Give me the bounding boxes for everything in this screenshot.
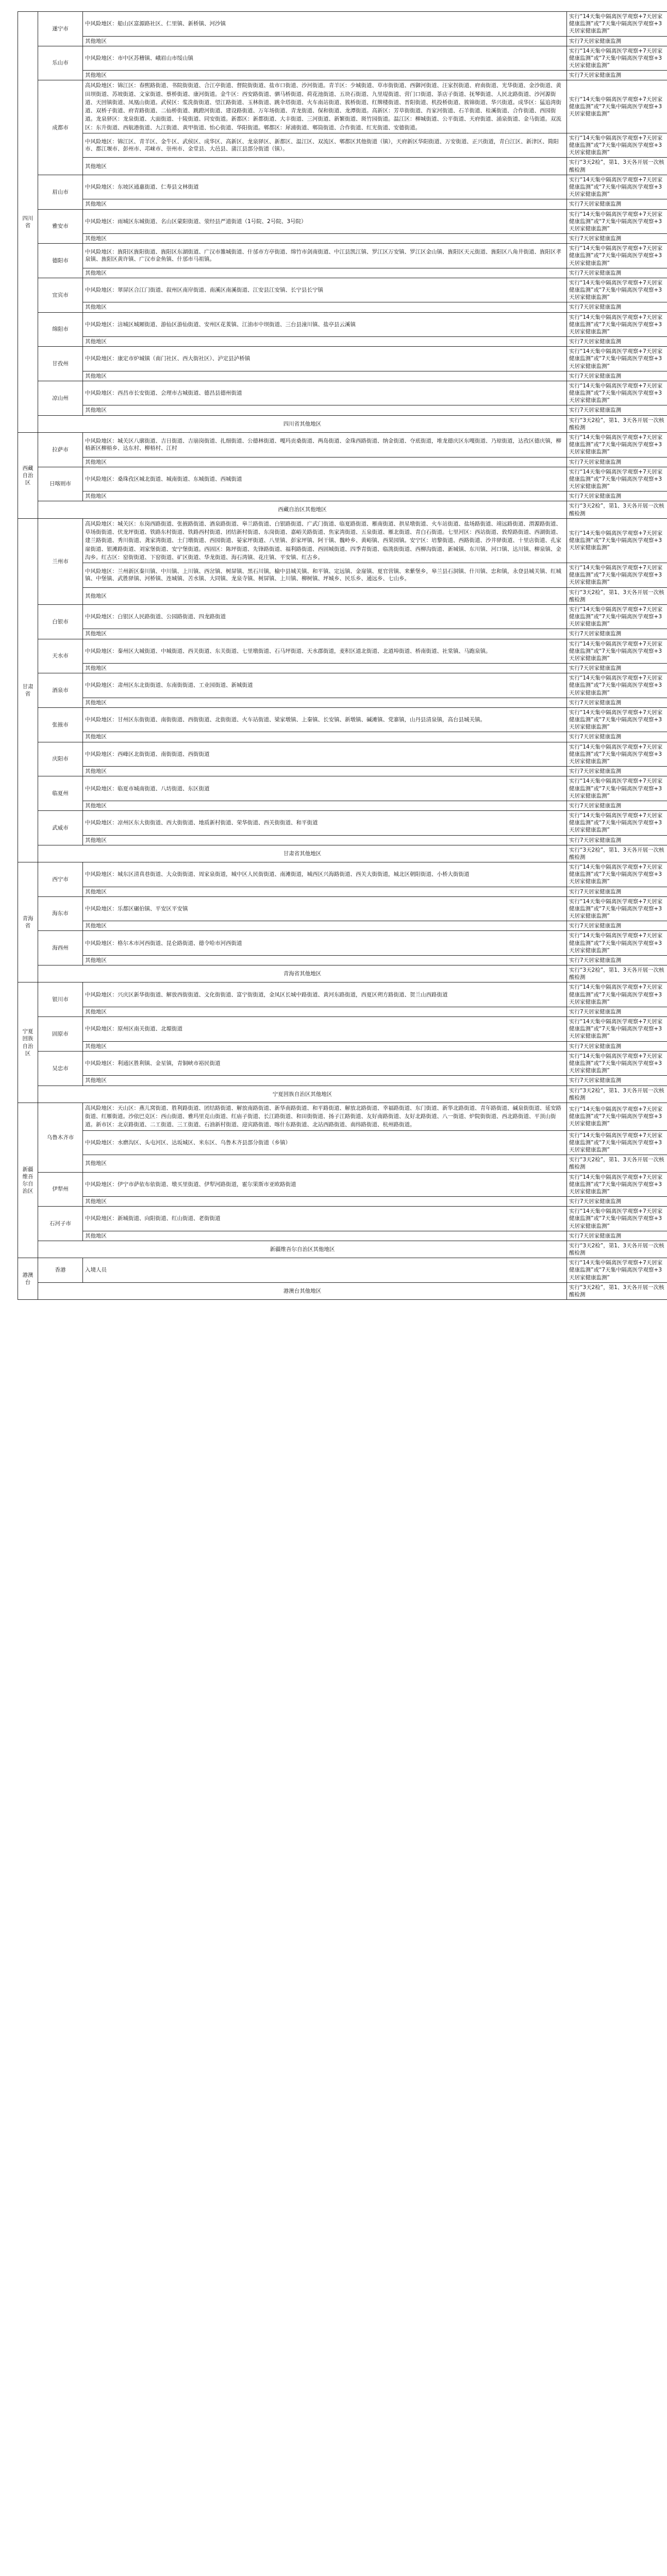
area-description-cell: 其他地区: [83, 921, 567, 931]
table-row: [18, 46, 667, 71]
table-row: [18, 71, 667, 80]
policy-note-cell: 实行“14天集中隔离医学观察+7天居家健康监测”或“7天集中隔离医学观察+3天居家健康监测”: [567, 639, 667, 664]
policy-note-cell: 实行“3天2检”，第1、3天各开展一次核酸检测: [567, 1155, 667, 1172]
city-cell: 白银市: [38, 604, 83, 639]
area-description-cell: 其他地区: [83, 698, 567, 707]
area-description-cell: 高风险地区：天山区：燕儿窝街道、胜利路街道、团结路街道、解放南路街道、新华南路街道、和平路街道、解放北路街道、幸福路街道、东门街道、新华北路街道、青年路街道、碱泉街街道、延安路街道、红雁街道。沙依巴克区：西山街道、雅玛里克山街道、红庙子街道、长江路街道、和田街街道、扬子江路街道、友好南路街道、友好北路街道、八一街道、炉院街街道、西北路街道、平顶山街道。新市区：北京路街道、二工街道、三工街道、石油新村街道、迎宾路街道、喀什东路街道、北站西路街道、南纬路街道、杭州路街道。: [83, 1103, 567, 1130]
policy-note-cell: 实行7天居家健康监测: [567, 492, 667, 501]
city-cell: 天水市: [38, 639, 83, 673]
policy-note-cell: 实行“3天2检”，第1、3天各开展一次核酸检测: [567, 1086, 667, 1103]
area-description-cell: 中风险地区：利通区胜利镇、金星镇，青铜峡市裕民街道: [83, 1051, 567, 1076]
city-cell: 日喀则市: [38, 467, 83, 501]
city-cell: 眉山市: [38, 175, 83, 209]
policy-note-cell: 实行7天居家健康监测: [567, 371, 667, 381]
area-description-cell: 中风险地区：新城街道、向阳街道、红山街道、老街街道: [83, 1207, 567, 1231]
table-row: [18, 742, 667, 767]
area-description-cell: 中风险地区：水磨沟区、头屯河区、达坂城区、米东区、乌鲁木齐县部分街道（乡镇）: [83, 1130, 567, 1155]
area-description-cell: 中风险地区：秦州区大城街道、中城街道、西关街道、东关街道、七里墩街道、石马坪街道、天水郡街道，麦积区道北街道、北道埠街道、桥南街道、社棠镇、马跑泉镇。: [83, 639, 567, 664]
area-description-cell: 中风险地区：康定市炉城镇（南门社区、西大街社区）、泸定县泸桥镇: [83, 347, 567, 371]
policy-note-cell: 实行7天居家健康监测: [567, 268, 667, 278]
area-description-cell: 其他地区: [83, 835, 567, 845]
table-row: [18, 12, 667, 37]
table-row: [18, 1041, 667, 1051]
summary-label: 四川省其他地区: [38, 415, 567, 432]
summary-label: 甘肃省其他地区: [38, 845, 567, 862]
area-description-cell: 中风险地区：城东区清真巷街道、大众街街道、周家泉街道，城中区人民街街道、南滩街道，城西区兴海路街道、西关大街街道，城北区朝阳街道、小桥大街街道: [83, 862, 567, 887]
policy-note-cell: 实行“14天集中隔离医学观察+7天居家健康监测”或“7天集中隔离医学观察+3天居家健康监测”: [567, 432, 667, 457]
province-cell: 青海省: [18, 862, 38, 982]
province-cell: 港澳台: [18, 1258, 38, 1300]
area-description-cell: 中风险地区：桑珠孜区城北街道、城南街道、东城街道、西城街道: [83, 467, 567, 492]
area-description-cell: 其他地区: [83, 767, 567, 776]
city-cell: 兰州市: [38, 518, 83, 604]
summary-row: [18, 1086, 667, 1103]
area-description-cell: 中风险地区：城关区八廓街道、吉日街道、吉崩岗街道、扎细街道、公德林街道、嘎玛贡桑街道、两岛街道、金珠西路街道、纳金街道、夺底街道，堆龙德庆区东嘎街道、乃琼街道，达孜区德庆镇，柳梧新区柳梧乡、达东村、柳梧村、江村: [83, 432, 567, 457]
table-row: [18, 209, 667, 234]
policy-note-cell: 实行7天居家健康监测: [567, 1231, 667, 1241]
area-description-cell: 其他地区: [83, 801, 567, 810]
policy-note-cell: 实行7天居家健康监测: [567, 698, 667, 707]
area-description-cell: 其他地区: [83, 302, 567, 312]
policy-note-cell: 实行7天居家健康监测: [567, 1041, 667, 1051]
area-description-cell: 其他地区: [83, 1076, 567, 1086]
table-row: [18, 862, 667, 887]
area-description-cell: 中风险地区：涪城区城厢街道、游仙区游仙街道、安州区花荄镇、江油市中坝街道、三台县潼川镇、盐亭县云溪镇: [83, 312, 567, 337]
province-cell: 新疆维吾尔自治区: [18, 1103, 38, 1258]
policy-note-cell: 实行“14天集中隔离医学观察+7天居家健康监测”或“7天集中隔离医学观察+3天居家健康监测”: [567, 1017, 667, 1042]
table-row: [18, 698, 667, 707]
city-cell: 乌鲁木齐市: [38, 1103, 83, 1172]
policy-note-cell: 实行“14天集中隔离医学观察+7天居家健康监测”或“7天集中隔离医学观察+3天居家健康监测”: [567, 896, 667, 921]
table-row: [18, 133, 667, 158]
area-description-cell: 其他地区: [83, 158, 567, 175]
area-description-cell: 中风险地区：乐都区碾伯镇、平安区平安镇: [83, 896, 567, 921]
table-row: [18, 921, 667, 931]
area-description-cell: 其他地区: [83, 732, 567, 742]
policy-note-cell: 实行“14天集中隔离医学观察+7天居家健康监测”或“7天集中隔离医学观察+3天居家健康监测”: [567, 742, 667, 767]
area-description-cell: 中风险地区：翠屏区合江门街道、叙州区南岸街道、南溪区南溪街道、江安县江安镇、长宁县长宁镇: [83, 278, 567, 302]
policy-note-cell: 实行“14天集中隔离医学观察+7天居家健康监测”或“7天集中隔离医学观察+3天居家健康监测”: [567, 381, 667, 405]
city-cell: 伊犁州: [38, 1172, 83, 1207]
policy-note-cell: 实行7天居家健康监测: [567, 199, 667, 209]
table-row: [18, 492, 667, 501]
policy-note-cell: 实行“14天集中隔离医学观察+7天居家健康监测”或“7天集中隔离医学观察+3天居家健康监测”: [567, 209, 667, 234]
table-row: [18, 1197, 667, 1207]
summary-label: 青海省其他地区: [38, 965, 567, 982]
table-row: [18, 1076, 667, 1086]
table-row: [18, 347, 667, 371]
city-cell: 凉山州: [38, 381, 83, 415]
city-cell: 遂宁市: [38, 12, 83, 46]
policy-note-cell: 实行7天居家健康监测: [567, 1197, 667, 1207]
table-row: [18, 1207, 667, 1231]
policy-note-cell: 实行7天居家健康监测: [567, 767, 667, 776]
table-row: [18, 268, 667, 278]
policy-note-cell: 实行7天居家健康监测: [567, 405, 667, 415]
table-row: [18, 405, 667, 415]
policy-note-cell: 实行7天居家健康监测: [567, 457, 667, 467]
policy-note-cell: 实行“3天2检”，第1、3天各开展一次核酸检测: [567, 845, 667, 862]
area-description-cell: 中风险地区：临夏市城南街道、八坊街道、东区街道: [83, 776, 567, 801]
area-description-cell: 中风险地区：兰州新区秦川镇、中川镇、上川镇、西岔镇、树屏镇、黑石川镇，榆中县城关镇、和平镇、定远镇、金崖镇、夏官营镇、来紫堡乡，皋兰县石洞镇、什川镇、忠和镇，永登县城关镇、红城镇、中堡镇、武胜驿镇、河桥镇、连城镇、苦水镇、大同镇、龙泉寺镇、树屏镇、上川镇、柳树镇、坪城乡、民乐乡、通远乡、七山乡。: [83, 563, 567, 588]
city-cell: 拉萨市: [38, 432, 83, 467]
area-description-cell: 中风险地区：东坡区通惠街道、仁寿县文林街道: [83, 175, 567, 199]
table-row: [18, 1017, 667, 1042]
table-row: [18, 234, 667, 244]
summary-row: [18, 845, 667, 862]
table-row: [18, 1172, 667, 1197]
policy-note-cell: 实行“3天2检”，第1、3天各开展一次核酸检测: [567, 158, 667, 175]
policy-note-cell: 实行“14天集中隔离医学观察+7天居家健康监测”或“7天集中隔离医学观察+3天居家健康监测”: [567, 707, 667, 732]
area-description-cell: 其他地区: [83, 955, 567, 965]
policy-note-cell: 实行“14天集中隔离医学观察+7天居家健康监测”或“7天集中隔离医学观察+3天居家健康监测”: [567, 80, 667, 133]
table-row: [18, 1130, 667, 1155]
city-cell: 雅安市: [38, 209, 83, 244]
table-row: [18, 36, 667, 46]
policy-note-cell: 实行7天居家健康监测: [567, 71, 667, 80]
table-row: [18, 767, 667, 776]
policy-note-cell: 实行“14天集中隔离医学观察+7天居家健康监测”或“7天集中隔离医学观察+3天居家健康监测”: [567, 175, 667, 199]
policy-note-cell: 实行“14天集中隔离医学观察+7天居家健康监测”或“7天集中隔离医学观察+3天居家健康监测”: [567, 1172, 667, 1197]
area-description-cell: 其他地区: [83, 337, 567, 347]
area-description-cell: 其他地区: [83, 457, 567, 467]
policy-note-cell: 实行“14天集中隔离医学观察+7天居家健康监测”或“7天集中隔离医学观察+3天居家健康监测”: [567, 12, 667, 37]
policy-note-cell: 实行“14天集中隔离医学观察+7天居家健康监测”或“7天集中隔离医学观察+3天居家健康监测”: [567, 278, 667, 302]
table-row: [18, 278, 667, 302]
policy-note-cell: 实行7天居家健康监测: [567, 629, 667, 639]
area-description-cell: 其他地区: [83, 268, 567, 278]
table-row: [18, 337, 667, 347]
city-cell: 武威市: [38, 811, 83, 845]
area-description-cell: 其他地区: [83, 1231, 567, 1241]
city-cell: 海西州: [38, 931, 83, 965]
area-description-cell: 高风险地区：锦江区：春熙路街道、书院街街道、合江亭街道、督院街街道、盐市口街道、沙河街道。青羊区：少城街道、草市街街道、西御河街道、汪家拐街道、府南街道、光华街道、金沙街道、黄田坝街道、苏坡街道、文家街道、蔡桥街道、康河街道。金牛区：西安路街道、驷马桥街道、荷花池街道、五块石街道、九里堤街道、营门口街道、茶店子街道、抚琴街道、人民北路街道、沙河源街道、天回镇街道、凤凰山街道。武侯区：浆洗街街道、望江路街道、玉林街道、跳伞塔街道、火车南站街道、簇桥街道、红牌楼街道、晋阳街道、机投桥街道、簇锦街道、华兴街道。成华区：猛追湾街道、双桥子街道、府青路街道、二仙桥街道、跳蹬河街道、建设路街道、万年场街道、青龙街道、保和街道、龙潭街道。高新区：芳草街街道、肖家河街道、石羊街道、桂溪街道、合作街道、西园街道。龙泉驿区：龙泉街道、大面街道、十陵街道、同安街道。新都区：新都街道、大丰街道、三河街道、新繁街道、斑竹园街道。温江区：柳城街道、公平街道、天府街道、涌泉街道、金马街道。双流区：东升街道、西航港街道、九江街道、黄甲街道、怡心街道、华阳街道。郫都区：犀浦街道、郫筒街道、合作街道、红光街道、安德街道。: [83, 80, 567, 133]
province-cell: 甘肃省: [18, 518, 38, 862]
policy-note-cell: 实行“14天集中隔离医学观察+7天居家健康监测”或“7天集中隔离医学观察+3天居家健康监测”: [567, 518, 667, 563]
area-description-cell: 高风险地区：城关区：东岗西路街道、张掖路街道、酒泉路街道、皋兰路街道、白银路街道、广武门街道、临夏路街道、雁南街道、拱星墩街道、火车站街道、盐场路街道、靖远路街道、渭源路街道、草场街街道、伏龙坪街道、铁路东村街道、铁路西村街道、团结新村街道、东岗街道、嘉峪关路街道、焦家湾街道、五泉街道、雁北街道、青白石街道。七里河区：西站街道、敦煌路街道、西湖街道、建兰路街道、秀川街道、龚家湾街道、土门墩街道、西园街道、晏家坪街道、八里镇、彭家坪镇、阿干镇、魏岭乡、黄峪镇、西果园镇。安宁区：培黎街道、西路街道、沙井驿街道、十里店街道、孔家崖街道、银滩路街道、刘家堡街道、安宁堡街道。西固区：陈坪街道、先锋路街道、福利路街道、西固城街道、四季青街道、临洮街街道、西柳沟街道、新城镇、东川镇、河口镇、达川镇、柳泉镇、金沟乡。红古区：窑街街道、下窑街道、矿区街道、华龙街道、海石湾镇、花庄镇、平安镇、红古乡。: [83, 518, 567, 563]
area-description-cell: 其他地区: [83, 629, 567, 639]
area-description-cell: 中风险地区：伊宁市萨依布依街道、墩买里街道、伊犁河路街道，霍尔果斯市亚欧路街道: [83, 1172, 567, 1197]
table-row: [18, 432, 667, 457]
area-description-cell: 其他地区: [83, 199, 567, 209]
city-cell: 庆阳市: [38, 742, 83, 776]
table-row: [18, 835, 667, 845]
table-row: [18, 381, 667, 405]
table-row: [18, 563, 667, 588]
table-row: [18, 955, 667, 965]
area-description-cell: 其他地区: [83, 1155, 567, 1172]
table-row: [18, 664, 667, 673]
policy-note-cell: 实行7天居家健康监测: [567, 955, 667, 965]
city-cell: 绵阳市: [38, 312, 83, 347]
policy-note-cell: 实行“14天集中隔离医学观察+7天居家健康监测”或“7天集中隔离医学观察+3天居家健康监测”: [567, 776, 667, 801]
policy-note-cell: 实行“14天集中隔离医学观察+7天居家健康监测”或“7天集中隔离医学观察+3天居家健康监测”: [567, 811, 667, 836]
policy-note-cell: 实行7天居家健康监测: [567, 1076, 667, 1086]
table-row: [18, 629, 667, 639]
policy-note-cell: 实行7天居家健康监测: [567, 732, 667, 742]
table-row: [18, 302, 667, 312]
city-cell: 德阳市: [38, 244, 83, 278]
city-cell: 宜宾市: [38, 278, 83, 312]
city-cell: 张掖市: [38, 707, 83, 742]
table-row: [18, 982, 667, 1007]
table-row: [18, 199, 667, 209]
city-cell: 甘孜州: [38, 347, 83, 381]
policy-note-cell: 实行“14天集中隔离医学观察+7天居家健康监测”或“7天集中隔离医学观察+3天居家健康监测”: [567, 1103, 667, 1130]
policy-note-cell: 实行7天居家健康监测: [567, 887, 667, 896]
city-cell: 石河子市: [38, 1207, 83, 1241]
city-cell: 临夏州: [38, 776, 83, 811]
city-cell: 成都市: [38, 80, 83, 175]
area-description-cell: 中风险地区：兴庆区新华街街道、解放西街街道、文化街街道、富宁街街道，金凤区长城中路街道、黄河东路街道，西夏区朔方路街道、贺兰山西路街道: [83, 982, 567, 1007]
summary-row: [18, 1241, 667, 1258]
summary-label: 港澳台其他地区: [38, 1282, 567, 1299]
table-row: [18, 639, 667, 664]
table-row: [18, 896, 667, 921]
province-cell: 四川省: [18, 12, 38, 433]
area-description-cell: 其他地区: [83, 405, 567, 415]
table-row: [18, 673, 667, 698]
policy-note-cell: 实行“3天2检”，第1、3天各开展一次核酸检测: [567, 587, 667, 604]
area-description-cell: 中风险地区：西峰区北街街道、南街街道、西街街道: [83, 742, 567, 767]
policy-note-cell: 实行“14天集中隔离医学观察+7天居家健康监测”或“7天集中隔离医学观察+3天居家健康监测”: [567, 347, 667, 371]
policy-note-cell: 实行“14天集中隔离医学观察+7天居家健康监测”或“7天集中隔离医学观察+3天居家健康监测”: [567, 673, 667, 698]
area-description-cell: 其他地区: [83, 234, 567, 244]
policy-note-cell: 实行“14天集中隔离医学观察+7天居家健康监测”或“7天集中隔离医学观察+3天居家健康监测”: [567, 563, 667, 588]
table-row: [18, 158, 667, 175]
policy-note-cell: 实行“3天2检”，第1、3天各开展一次核酸检测: [567, 1241, 667, 1258]
policy-note-cell: 实行7天居家健康监测: [567, 921, 667, 931]
area-description-cell: 其他地区: [83, 492, 567, 501]
province-cell: 宁夏回族自治区: [18, 982, 38, 1103]
summary-row: [18, 1282, 667, 1299]
area-description-cell: 入境人员: [83, 1258, 567, 1283]
area-description-cell: 中风险地区：原州区南关街道、北塬街道: [83, 1017, 567, 1042]
table-row: [18, 518, 667, 563]
summary-label: 宁夏回族自治区其他地区: [38, 1086, 567, 1103]
area-description-cell: 其他地区: [83, 1041, 567, 1051]
city-cell: 酒泉市: [38, 673, 83, 708]
policy-note-cell: 实行7天居家健康监测: [567, 664, 667, 673]
table-row: [18, 811, 667, 836]
policy-note-cell: 实行“14天集中隔离医学观察+7天居家健康监测”或“7天集中隔离医学观察+3天居家健康监测”: [567, 244, 667, 268]
area-description-cell: 中风险地区：甘州区东街街道、南街街道、西街街道、北街街道、火车站街道、梁家墩镇、上秦镇、长安镇、新墩镇、碱滩镇、党寨镇，山丹县清泉镇，高台县城关镇。: [83, 707, 567, 732]
policy-note-cell: 实行7天居家健康监测: [567, 835, 667, 845]
area-description-cell: 中风险地区：西昌市长安街道、会理市古城街道、德昌县德州街道: [83, 381, 567, 405]
area-description-cell: 其他地区: [83, 371, 567, 381]
table-row: [18, 371, 667, 381]
area-description-cell: 中风险地区：肃州区东北街街道、东南街街道、工业园街道、新城街道: [83, 673, 567, 698]
policy-note-cell: 实行“14天集中隔离医学观察+7天居家健康监测”或“7天集中隔离医学观察+3天居家健康监测”: [567, 982, 667, 1007]
policy-note-cell: 实行7天居家健康监测: [567, 801, 667, 810]
policy-note-cell: 实行7天居家健康监测: [567, 36, 667, 46]
policy-note-cell: 实行“14天集中隔离医学观察+7天居家健康监测”或“7天集中隔离医学观察+3天居家健康监测”: [567, 1207, 667, 1231]
policy-note-cell: 实行“14天集中隔离医学观察+7天居家健康监测”或“7天集中隔离医学观察+3天居家健康监测”: [567, 604, 667, 629]
policy-note-cell: 实行“14天集中隔离医学观察+7天居家健康监测”或“7天集中隔离医学观察+3天居家健康监测”: [567, 133, 667, 158]
table-row: [18, 1231, 667, 1241]
policy-note-cell: 实行“14天集中隔离医学观察+7天居家健康监测”或“7天集中隔离医学观察+3天居家健康监测”: [567, 931, 667, 956]
table-row: [18, 707, 667, 732]
area-description-cell: 其他地区: [83, 887, 567, 896]
policy-note-cell: 实行“3天2检”，第1、3天各开展一次核酸检测: [567, 1282, 667, 1299]
table-row: [18, 175, 667, 199]
table-row: [18, 244, 667, 268]
area-description-cell: 中风险地区：格尔木市河西街道、昆仑路街道、德令哈市河西街道: [83, 931, 567, 956]
area-description-cell: 中风险地区：市中区苏稽镇、峨眉山市绥山镇: [83, 46, 567, 71]
table-row: [18, 312, 667, 337]
policy-note-cell: 实行“14天集中隔离医学观察+7天居家健康监测”或“7天集中隔离医学观察+3天居家健康监测”: [567, 862, 667, 887]
area-description-cell: 其他地区: [83, 1007, 567, 1016]
area-description-cell: 中风险地区：雨城区东城街道、名山区蒙阳街道、荥经县严道街道（1号院、2号院、3号院）: [83, 209, 567, 234]
policy-note-cell: 实行“3天2检”，第1、3天各开展一次核酸检测: [567, 965, 667, 982]
policy-note-cell: 实行7天居家健康监测: [567, 234, 667, 244]
table-row: [18, 80, 667, 133]
table-row: [18, 1051, 667, 1076]
area-description-cell: 中风险地区：旌阳区旌阳街道、旌阳区东湖街道、广汉市雒城街道、什邡市方亭街道、绵竹市剑南街道、中江县凯江镇、罗江区万安镇、罗江区金山镇、旌阳区天元街道、旌阳区八角井街道、旌阳区孝泉镇、旌阳区黄许镇、广汉市金鱼镇、什邡市马祖镇。: [83, 244, 567, 268]
table-row: [18, 1007, 667, 1016]
policy-note-cell: 实行“3天2检”，第1、3天各开展一次核酸检测: [567, 415, 667, 432]
risk-area-table: [18, 11, 667, 1300]
city-cell: 银川市: [38, 982, 83, 1017]
area-description-cell: 其他地区: [83, 587, 567, 604]
summary-label: 西藏自治区其他地区: [38, 501, 567, 518]
policy-note-cell: 实行7天居家健康监测: [567, 337, 667, 347]
policy-note-cell: 实行“14天集中隔离医学观察+7天居家健康监测”或“7天集中隔离医学观察+3天居家健康监测”: [567, 46, 667, 71]
area-description-cell: 中风险地区：白银区人民路街道、公园路街道、四龙路街道: [83, 604, 567, 629]
table-row: [18, 1258, 667, 1283]
city-cell: 香港: [38, 1258, 83, 1283]
policy-note-cell: 实行“14天集中隔离医学观察+7天居家健康监测”或“7天集中隔离医学观察+3天居家健康监测”: [567, 1130, 667, 1155]
table-row: [18, 887, 667, 896]
area-description-cell: 中风险地区：船山区富源路社区、仁里镇、新桥镇、河沙镇: [83, 12, 567, 37]
policy-note-cell: 实行“14天集中隔离医学观察+7天居家健康监测”或“7天集中隔离医学观察+3天居家健康监测”: [567, 312, 667, 337]
table-row: [18, 604, 667, 629]
table-row: [18, 1155, 667, 1172]
table-row: [18, 587, 667, 604]
policy-note-cell: 实行7天居家健康监测: [567, 302, 667, 312]
summary-row: [18, 501, 667, 518]
table-row: [18, 732, 667, 742]
city-cell: 海东市: [38, 896, 83, 931]
area-description-cell: 中风险地区：锦江区、青羊区、金牛区、武侯区、成华区、高新区、龙泉驿区、新都区、温江区、双流区、郫都区其他街道（镇），天府新区华阳街道、万安街道、正兴街道，青白江区、新津区、简阳市、都江堰市、彭州市、邛崃市、崇州市、金堂县、大邑县、蒲江县部分街道（镇）。: [83, 133, 567, 158]
city-cell: 西宁市: [38, 862, 83, 897]
area-description-cell: 其他地区: [83, 36, 567, 46]
table-row: [18, 931, 667, 956]
summary-label: 新疆维吾尔自治区其他地区: [38, 1241, 567, 1258]
summary-row: [18, 965, 667, 982]
table-row: [18, 1103, 667, 1130]
city-cell: 乐山市: [38, 46, 83, 80]
policy-note-cell: 实行“14天集中隔离医学观察+7天居家健康监测”或“7天集中隔离医学观察+3天居家健康监测”: [567, 467, 667, 492]
table-row: [18, 776, 667, 801]
table-row: [18, 801, 667, 810]
city-cell: 吴忠市: [38, 1051, 83, 1086]
policy-note-cell: 实行7天居家健康监测: [567, 1007, 667, 1016]
city-cell: 固原市: [38, 1017, 83, 1052]
table-row: [18, 467, 667, 492]
policy-note-cell: 实行“3天2检”，第1、3天各开展一次核酸检测: [567, 501, 667, 518]
area-description-cell: 其他地区: [83, 71, 567, 80]
policy-note-cell: 实行“14天集中隔离医学观察+7天居家健康监测”或“7天集中隔离医学观察+3天居家健康监测”: [567, 1051, 667, 1076]
province-cell: 西藏自治区: [18, 432, 38, 518]
table-row: [18, 457, 667, 467]
area-description-cell: 中风险地区：凉州区东大街街道、西大街街道、地质新村街道、荣华街道、西关街街道、和平街道: [83, 811, 567, 836]
area-description-cell: 其他地区: [83, 1197, 567, 1207]
summary-row: [18, 415, 667, 432]
policy-note-cell: 实行“14天集中隔离医学观察+7天居家健康监测”或“7天集中隔离医学观察+3天居家健康监测”: [567, 1258, 667, 1283]
area-description-cell: 其他地区: [83, 664, 567, 673]
